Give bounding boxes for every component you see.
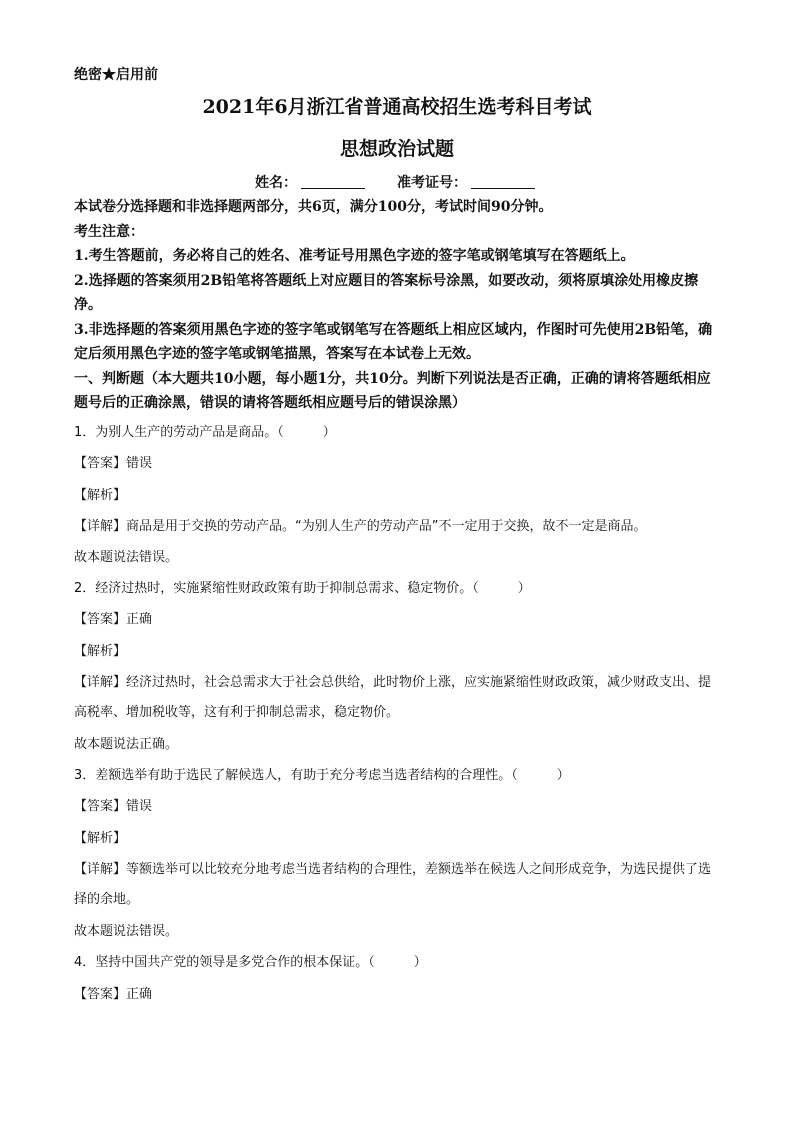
section-heading: 一、判断题（本大题共10小题，每小题1分，共10分。判断下列说法是否正确，正确的请将答题纸相应题号后的正确涂黑，错误的请将答题纸相应题号后的错误涂黑） xyxy=(74,370,711,411)
conclusion: 故本题说法正确。 xyxy=(74,737,179,752)
notice-item-3: 3.非选择题的答案须用黑色字迹的签字笔或钢笔写在答题纸上相应区域内，作图时可先使用2B铅笔，确定后须用黑色字迹的签字笔或钢笔描黑，答案写在本试卷上无效。 xyxy=(74,321,713,362)
instructions xyxy=(74,195,724,416)
answer-value: 正确 xyxy=(126,612,153,627)
name-blank xyxy=(301,188,365,189)
subject-title: 思想政治试题 xyxy=(339,138,454,160)
answer-value: 正确 xyxy=(126,987,153,1002)
notice-item-2: 2.选择题的答案须用2B铅笔将答题纸上对应题目的答案标号涂黑，如要改动，须将原填涂处用橡皮擦净。 xyxy=(74,272,699,313)
answer-value: 错误 xyxy=(126,799,153,814)
conclusion: 故本题说法错误。 xyxy=(74,924,179,939)
detail-line xyxy=(74,668,724,728)
exam-title: 2021年6月浙江省普通高校招生选考科目考试 xyxy=(202,96,592,118)
analysis-tag: 【解析】 xyxy=(74,644,127,659)
conclusion: 故本题说法错误。 xyxy=(74,550,179,565)
notice-item-1: 1.考生答题前，务必将自己的姓名、准考证号用黑色字迹的签字笔或钢笔填写在答题纸上。 xyxy=(74,248,635,264)
detail-tag: 【详解】 xyxy=(74,519,127,534)
analysis-tag: 【解析】 xyxy=(74,488,127,503)
question-stem: 3．差额选举有助于选民了解候选人，有助于充分考虑当选者结构的合理性。（ ） xyxy=(74,768,570,783)
answer-tag: 【答案】 xyxy=(74,612,127,627)
detail-text: 等额选举可以比较充分地考虑当选者结构的合理性，差额选举在候选人之间形成竞争，为选民提供了选择的余地。 xyxy=(74,862,712,907)
answer-tag: 【答案】 xyxy=(74,799,127,814)
candidate-info-line xyxy=(255,172,539,192)
detail-text: 经济过热时，社会总需求大于社会总供给，此时物价上涨，应实施紧缩性财政政策，减少财政支出、提高税率、增加税收等，这有利于抑制总需求，稳定物价。 xyxy=(74,675,712,720)
detail-text: 商品是用于交换的劳动产品。“为别人生产的劳动产品”不一定用于交换，故不一定是商品。 xyxy=(126,519,647,534)
detail-tag: 【详解】 xyxy=(74,862,127,877)
exam-id-blank xyxy=(471,188,535,189)
exam-id-label: 准考证号： xyxy=(397,175,467,191)
question-stem: 1．为别人生产的劳动产品是商品。（ ） xyxy=(74,425,336,440)
answer-line xyxy=(74,609,724,631)
answer-line xyxy=(74,796,724,818)
notice-title: 考生注意： xyxy=(74,223,144,240)
answer-line xyxy=(74,984,724,1006)
analysis-tag: 【解析】 xyxy=(74,831,127,846)
detail-tag: 【详解】 xyxy=(74,675,127,690)
question-stem: 2．经济过热时，实施紧缩性财政政策有助于抑制总需求、稳定物价。（ ） xyxy=(74,581,531,596)
confidential-label: 绝密★启用前 xyxy=(74,67,158,83)
answer-tag: 【答案】 xyxy=(74,456,127,471)
detail-line xyxy=(74,855,724,915)
answer-tag: 【答案】 xyxy=(74,987,127,1002)
question-stem: 4．坚持中国共产党的领导是多党合作的根本保证。（ ） xyxy=(74,955,427,970)
name-label: 姓名： xyxy=(255,175,297,191)
instructions-summary: 本试卷分选择题和非选择题两部分，共6页，满分100分，考试时间90分钟。 xyxy=(74,199,553,215)
detail-line xyxy=(74,516,724,538)
answer-value: 错误 xyxy=(126,456,153,471)
answer-line xyxy=(74,453,724,475)
